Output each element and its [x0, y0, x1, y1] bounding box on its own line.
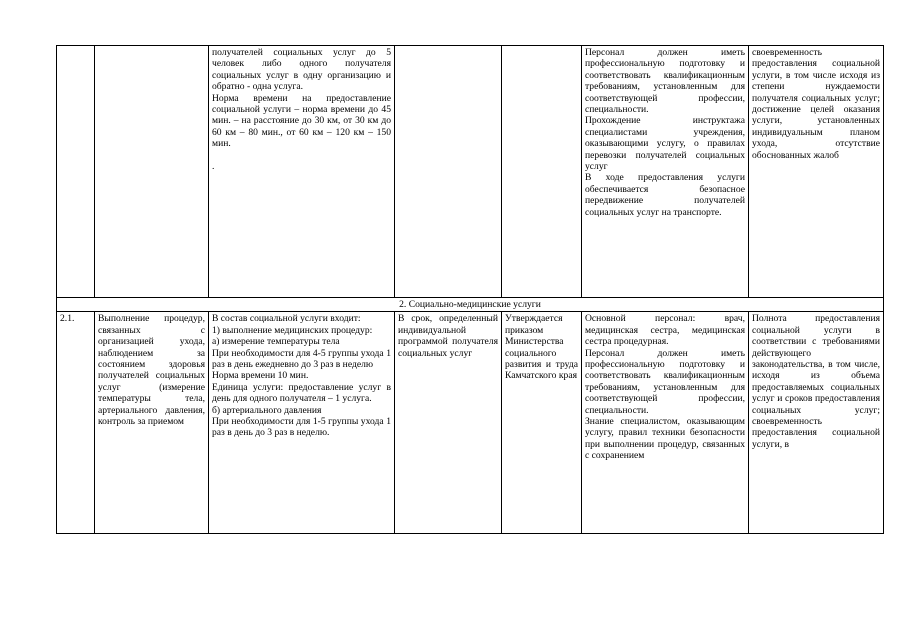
service-norms-cell — [502, 46, 582, 298]
service-content-cell — [209, 46, 395, 298]
service-conditions-cell — [582, 46, 749, 298]
content-paragraph: Норма времени на предоставление социальной услуги – норма времени до 45 мин. – на расстояние до 30 км, от 30 км до 60 км – 80 мин., от 60 км – 120 км – 150 мин. — [212, 92, 391, 150]
service-name-cell: Выполнение процедур, связанных с организацией ухода, наблюдением за состоянием здоровья получателей социальных услуг (измерение температуры тела, артериального давления, контроль за приемом — [95, 312, 209, 534]
content-paragraph: получателей социальных услуг до 5 человек либо одного получателя социальных услуг в одну организацию и обратно - одна услуга. — [212, 47, 391, 93]
service-conditions-cell — [582, 312, 749, 534]
services-table — [56, 45, 884, 534]
service-norms-cell: Утверждается приказом Министерства социального развития и труда Камчатского края — [502, 312, 582, 534]
conditions-paragraph: Персонал должен иметь профессиональную подготовку и соответствовать квалификационным требованиям, установленным для соответствующей профессии, специальности. — [585, 347, 745, 416]
table-row — [57, 312, 884, 534]
content-paragraph: При необходимости для 1-5 группы ухода 1 раз в день до 3 раз в неделю. — [212, 416, 391, 439]
content-paragraph — [212, 150, 391, 161]
content-paragraph: 1) выполнение медицинских процедур: — [212, 324, 373, 336]
content-paragraph: Норма времени 10 мин. — [212, 370, 309, 382]
section-header-row — [57, 298, 884, 312]
service-term-cell: В срок, определенный индивидуальной программой получателя социальных услуг — [395, 312, 502, 534]
content-paragraph: Единица услуги: предоставление услуг в день для одного получателя – 1 услуга. — [212, 381, 391, 405]
content-paragraph: б) артериального давления — [212, 404, 322, 416]
row-number-cell: 2.1. — [57, 312, 95, 534]
conditions-paragraph: Основной персонал: врач, медицинская сестра, медицинская сестра процедурная. — [585, 313, 745, 348]
conditions-paragraph: Знание специалистом, оказывающим услугу, правил техники безопасности при выполнении процедур, связанных с сохранением — [585, 416, 745, 462]
table-row — [57, 46, 884, 298]
content-paragraph: а) измерение температуры тела — [212, 336, 340, 348]
conditions-paragraph: В ходе предоставления услуги обеспечивается безопасное передвижение получателей социальных услуг на транспорте. — [585, 172, 745, 218]
service-quality-cell: своевременность предоставления социальной услуги, в том числе исходя из степени нуждаемости получателя социальных услуг; достижение целей оказания услуги, установленных индивидуальным планом ухода, отсутствие обоснованных жалоб — [749, 46, 884, 298]
service-name-cell — [95, 46, 209, 298]
service-quality-cell: Полнота предоставления социальной услуги в соответствии с требованиями действующего законодательства, в том числе, исходя из объема предоставляемых социальных услуг и сроков предоставления социальных услуг; своевременность предоставления социальной услуги, в — [749, 312, 884, 534]
content-paragraph: В состав социальной услуги входит: — [212, 313, 361, 325]
conditions-paragraph: Прохождение инструктажа специалистами учреждения, оказывающими услугу, о правилах перевозки получателей социальных услуг — [585, 115, 745, 173]
service-term-cell — [395, 46, 502, 298]
content-paragraph: При необходимости для 4-5 группы ухода 1 раз в день ежедневно до 3 раз в неделю — [212, 347, 391, 371]
conditions-paragraph: Персонал должен иметь профессиональную подготовку и соответствовать квалификационным требованиям, установленным для соответствующей профессии, специальности. — [585, 47, 745, 116]
section-title: 2. Социально-медицинские услуги — [57, 298, 884, 312]
row-number-cell — [57, 46, 95, 298]
service-content-cell — [209, 312, 395, 534]
content-paragraph: . — [212, 160, 215, 172]
